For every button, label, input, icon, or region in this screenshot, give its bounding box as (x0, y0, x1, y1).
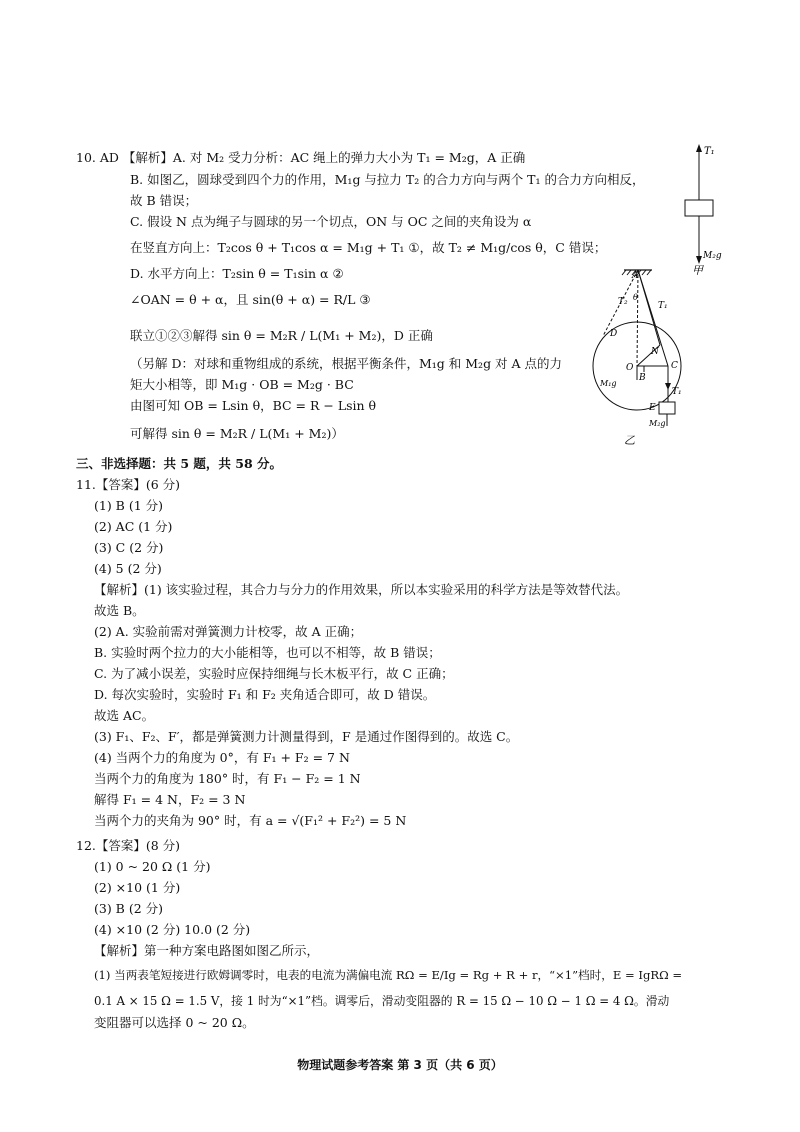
q10-line-3: 故 B 错误； (130, 193, 198, 208)
yi-theta-label: θ (633, 293, 638, 302)
q11-ans-2: (2) AC (1 分) (94, 519, 173, 534)
q11-analysis-2: 故选 B。 (94, 603, 145, 618)
q10-line-4: C. 假设 N 点为绳子与圆球的另一个切点，ON 与 OC 之间的夹角设为 α (130, 214, 532, 229)
q11-analysis-1: 【解析】(1) 该实验过程，其合力与分力的作用效果，所以本实验采用的科学方法是等效替代法。 (94, 582, 629, 597)
page-footer: 物理试题参考答案 第 3 页（共 6 页） (297, 1058, 503, 1072)
yi-e-label: E (649, 403, 656, 413)
q11-analysis-12: 当两个力的夹角为 90° 时，有 a = √(F₁² + F₂²) = 5 N (94, 813, 407, 828)
q12-analysis-4: 变阻器可以选择 0 ~ 20 Ω。 (94, 1015, 255, 1030)
q11-ans-4: (4) 5 (2 分) (94, 561, 162, 576)
q11-analysis-3: (2) A. 实验前需对弹簧测力计校零，故 A 正确； (94, 624, 363, 639)
q11-analysis-10: 当两个力的角度为 180° 时，有 F₁ − F₂ = 1 N (94, 771, 361, 786)
jia-caption: 甲 (692, 264, 703, 277)
yi-t1-label: T₁ (658, 301, 668, 311)
q10-line-8: 联立①②③解得 sin θ = M₂R / L(M₁ + M₂)，D 正确 (130, 328, 433, 343)
q11-analysis-11: 解得 F₁ = 4 N，F₂ = 3 N (94, 792, 246, 807)
q10-line-1: 10. AD 【解析】A. 对 M₂ 受力分析：AC 绳上的弹力大小为 T₁ = M₂g，A 正确 (76, 150, 526, 165)
yi-d-label: D (610, 329, 618, 339)
yi-t1b-label: T₁ (672, 387, 682, 397)
yi-a-label: A (632, 271, 639, 281)
q11-answer-header: 11.【答案】(6 分) (76, 477, 181, 492)
section-heading: 三、非选择题：共 5 题，共 58 分。 (76, 456, 283, 471)
q11-analysis-4: B. 实验时两个拉力的大小能相等，也可以不相等，故 B 错误； (94, 645, 441, 660)
q12-ans-4: (4) ×10 (2 分) 10.0 (2 分) (94, 922, 251, 937)
q11-analysis-8: (3) F₁、F₂、F′，都是弹簧测力计测量得到，F 是通过作图得到的。故选 C。 (94, 729, 519, 744)
figure-yi (588, 262, 728, 452)
q11-analysis-9: (4) 当两个力的角度为 0°，有 F₁ + F₂ = 7 N (94, 750, 350, 765)
q12-answer-header: 12.【答案】(8 分) (76, 838, 181, 853)
q10-line-10: 矩大小相等，即 M₁g · OB = M₂g · BC (130, 377, 354, 392)
q12-analysis-3: 0.1 A × 15 Ω = 1.5 V，接 1 时为“×1”档。调零后，滑动变阻器的 R = 15 Ω − 10 Ω − 1 Ω = 4 Ω。滑动 (94, 994, 670, 1008)
q10-line-12: 可解得 sin θ = M₂R / L(M₁ + M₂)） (130, 426, 344, 441)
figure-jia (678, 138, 738, 278)
q12-ans-1: (1) 0 ~ 20 Ω (1 分) (94, 859, 211, 874)
q11-analysis-5: C. 为了减小误差，实验时应保持细绳与长木板平行，故 C 正确； (94, 666, 454, 681)
q10-line-9: （另解 D：对球和重物组成的系统，根据平衡条件，M₁g 和 M₂g 对 A 点的力 (130, 356, 563, 371)
q12-ans-3: (3) B (2 分) (94, 901, 164, 916)
q11-ans-3: (3) C (2 分) (94, 540, 164, 555)
q10-line-7: ∠OAN = θ + α，且 sin(θ + α) = R/L ③ (130, 292, 371, 307)
yi-b-label: B (639, 373, 646, 383)
q11-analysis-6: D. 每次实验时，实验时 F₁ 和 F₂ 夹角适合即可，故 D 错误。 (94, 687, 436, 702)
q12-analysis-1: 【解析】第一种方案电路图如图乙所示， (94, 943, 320, 958)
jia-t1-label: T₁ (704, 146, 715, 157)
q11-ans-1: (1) B (1 分) (94, 498, 164, 513)
yi-t2-label: T₂ (618, 297, 628, 307)
q10-line-2: B. 如图乙，圆球受到四个力的作用，M₁g 与拉力 T₂ 的合力方向与两个 T₁ 的合力方向相反， (130, 172, 645, 187)
q11-analysis-7: 故选 AC。 (94, 708, 155, 723)
yi-m2g-label: M₂g (649, 419, 666, 428)
yi-m1g-label: M₁g (600, 379, 617, 388)
yi-caption: 乙 (624, 434, 635, 447)
yi-c-label: C (671, 361, 678, 371)
q10-line-5: 在竖直方向上：T₂cos θ + T₁cos α = M₁g + T₁ ①，故 T₂ ≠ M₁g/cos θ，C 错误； (130, 240, 607, 255)
q10-line-6: D. 水平方向上：T₂sin θ = T₁sin α ② (130, 266, 344, 281)
jia-weight-label: M₂g (703, 251, 722, 261)
q12-ans-2: (2) ×10 (1 分) (94, 880, 181, 895)
q10-line-11: 由图可知 OB = Lsin θ，BC = R − Lsin θ (130, 398, 377, 413)
yi-n-label: N (651, 347, 659, 357)
q12-analysis-2: (1) 当两表笔短接进行欧姆调零时，电表的电流为满偏电流 RΩ = E/Ig = Rg + R + r，“×1”档时，E = IgRΩ = (94, 968, 683, 982)
yi-o-label: O (626, 363, 634, 373)
